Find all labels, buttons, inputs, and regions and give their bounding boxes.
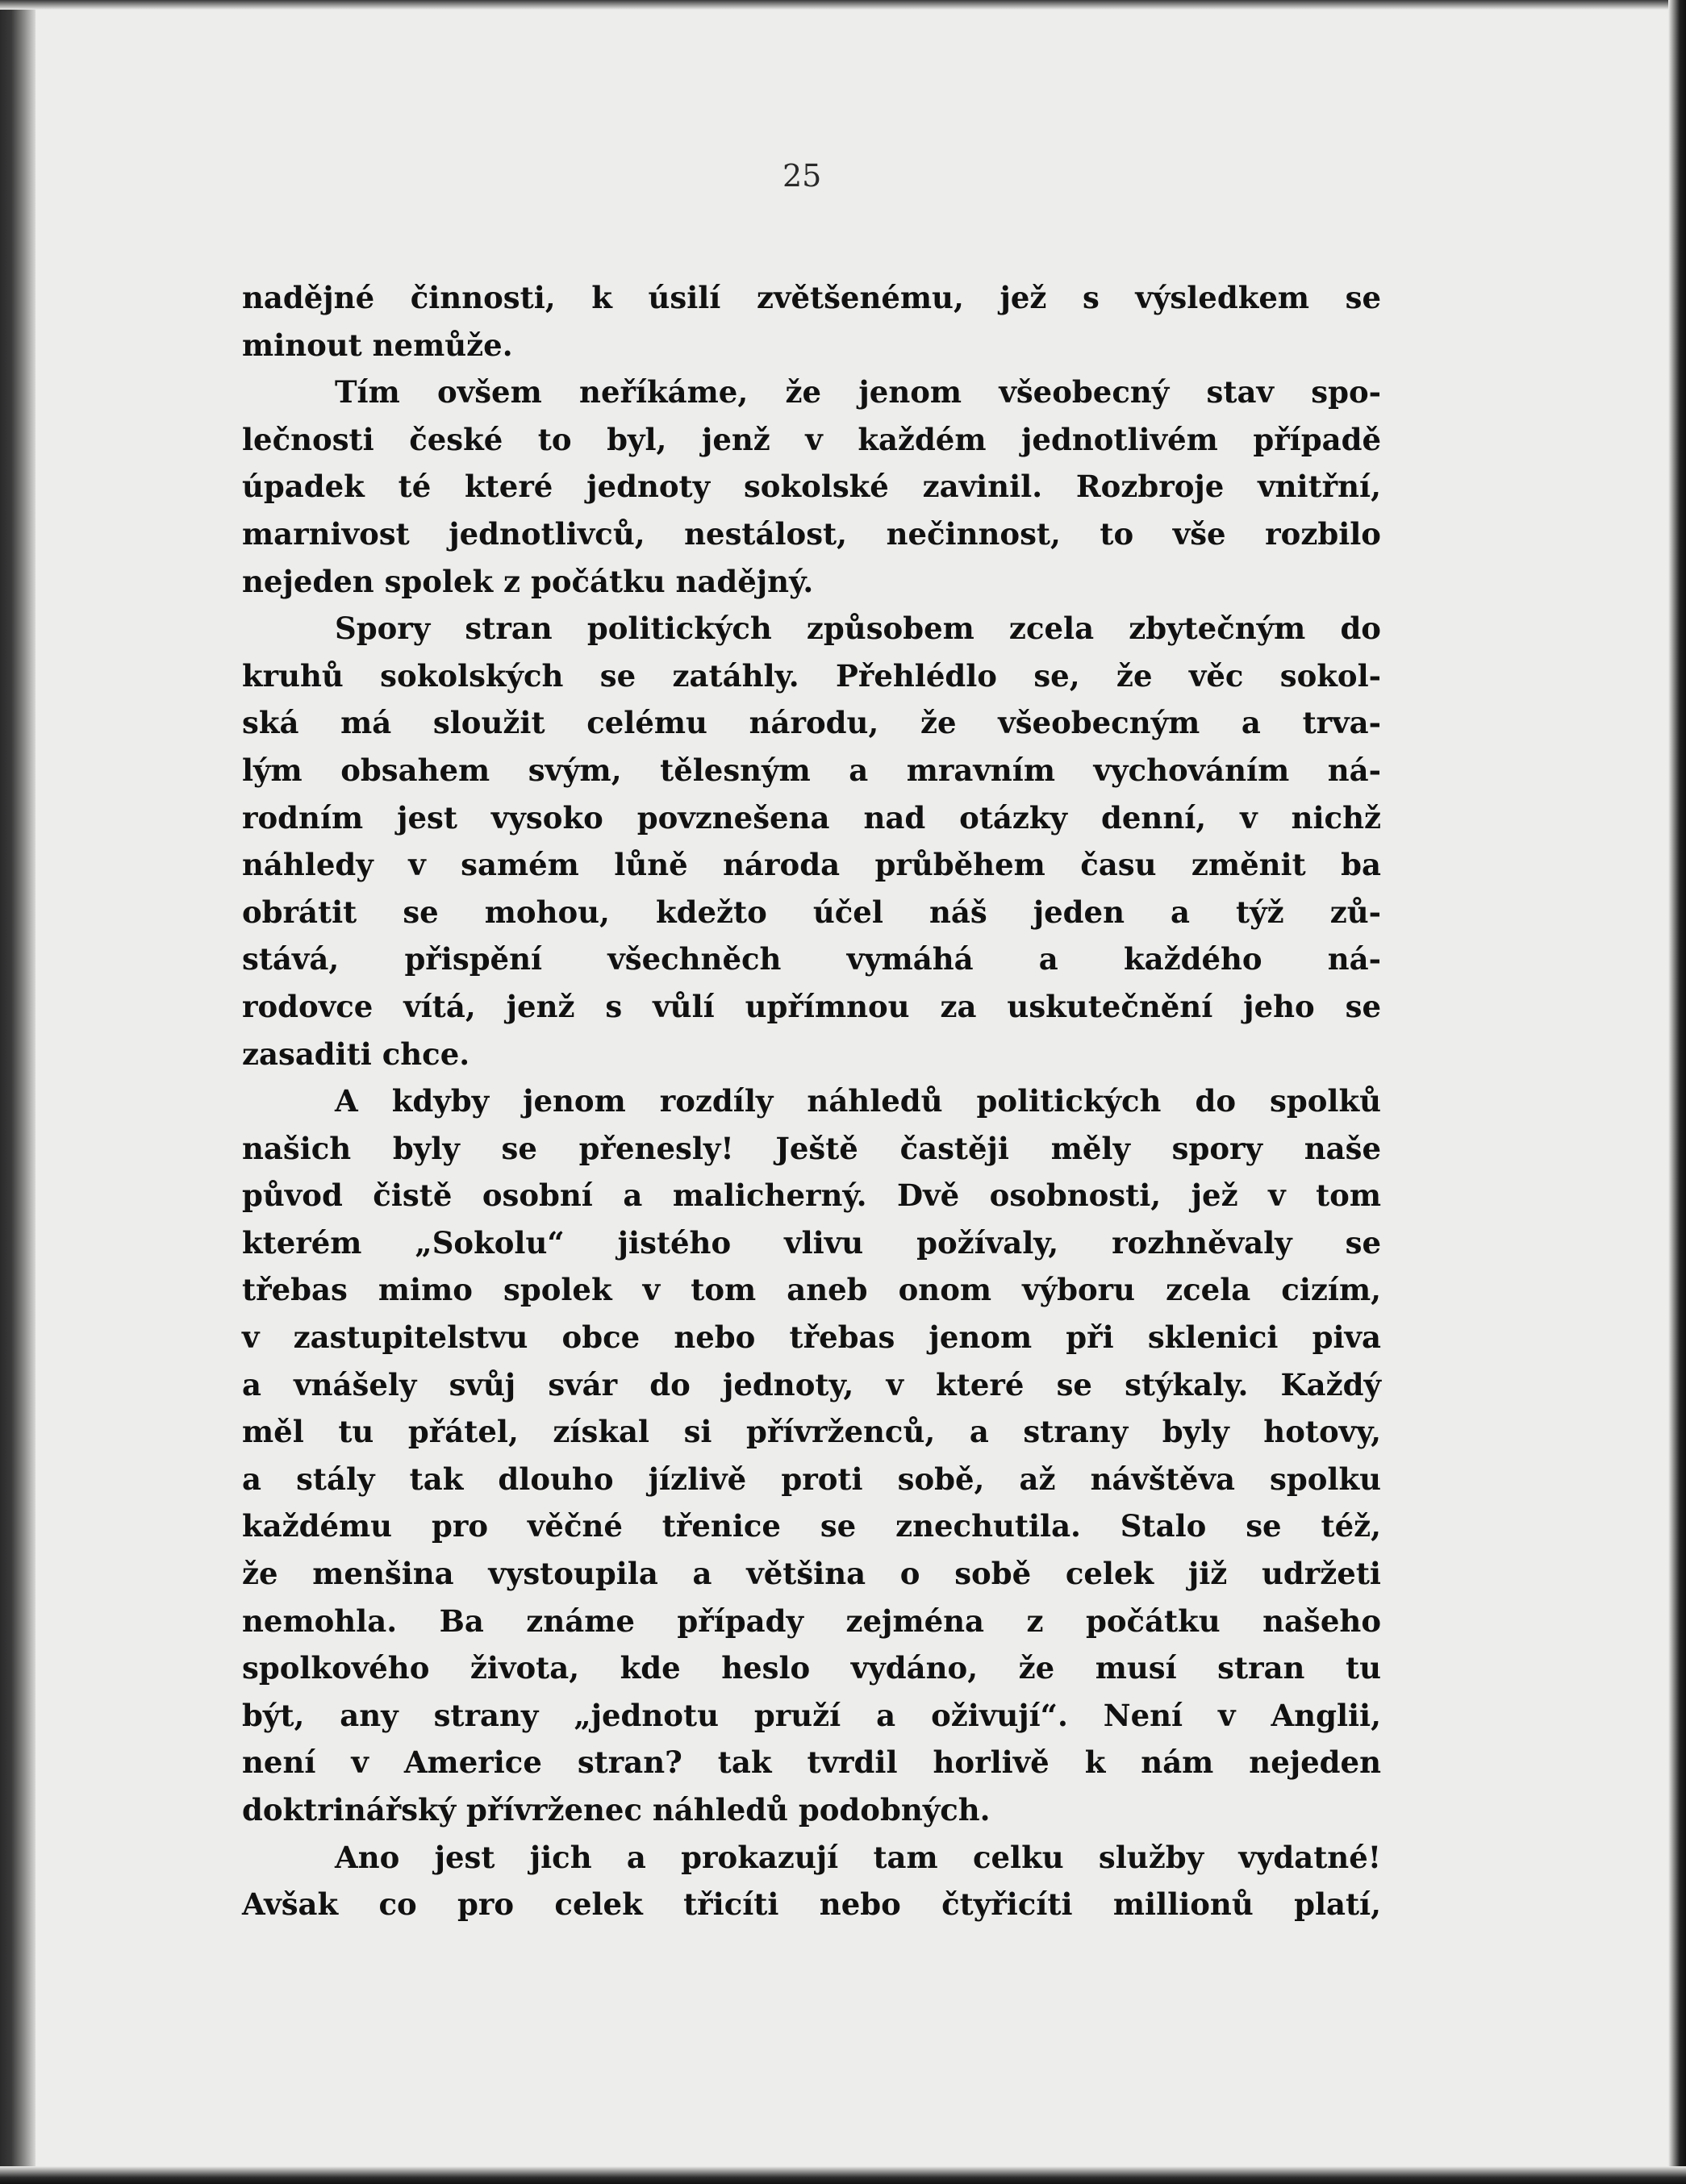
text-line: Spory stran politických způsobem zcela zbytečným do — [335, 611, 1381, 647]
binding-edge — [0, 0, 35, 2184]
text-line: našich byly se přenesly! Ještě častěji měly spory naše — [242, 1130, 1381, 1166]
text-line: minout nemůže. — [242, 327, 513, 363]
page-number: 25 — [782, 158, 822, 194]
text-line: náhledy v samém lůně národa průběhem času změnit ba — [242, 847, 1381, 883]
text-line: nejeden spolek z počátku nadějný. — [242, 563, 814, 599]
text-line: ská má sloužit celému národu, že všeobecným a trva- — [242, 705, 1381, 741]
text-line: a vnášely svůj svár do jednoty, v které se stýkaly. Každý — [242, 1366, 1381, 1403]
text-line: a stály tak dlouho jízlivě proti sobě, až návštěva spolku — [242, 1461, 1381, 1497]
text-line: Tím ovšem neříkáme, že jenom všeobecný stav spo- — [335, 374, 1381, 411]
text-line: stává, přispění všechněch vymáhá a každého ná- — [242, 941, 1381, 977]
text-line: v zastupitelstvu obce nebo třebas jenom při sklenici piva — [242, 1319, 1381, 1356]
text-line: obrátit se mohou, kdežto účel náš jeden a týž zů- — [242, 894, 1381, 930]
text-line: A kdyby jenom rozdíly náhledů politických do spolků — [335, 1083, 1381, 1119]
text-line: být, any strany „jednotu pruží a oživují“. Není v Anglii, — [242, 1697, 1381, 1733]
text-line: původ čistě osobní a malicherný. Dvě osobnosti, jež v tom — [242, 1177, 1381, 1214]
text-line: nemohla. Ba známe případy zejména z počátku našeho — [242, 1603, 1381, 1639]
text-line: doktrinářský přívrženec náhledů podobných. — [242, 1792, 991, 1828]
text-line: kterém „Sokolu“ jistého vlivu požívaly, rozhněvaly se — [242, 1224, 1381, 1261]
text-line: každému pro věčné třenice se znechutila. Stalo se též, — [242, 1508, 1381, 1544]
text-line: Ano jest jich a prokazují tam celku služby vydatné! — [335, 1839, 1381, 1875]
text-line: Avšak co pro celek třicíti nebo čtyřicíti millionů platí, — [242, 1886, 1381, 1923]
text-line: lým obsahem svým, tělesným a mravním vychováním ná- — [242, 752, 1381, 788]
text-line: třebas mimo spolek v tom aneb onom výboru zcela cizím, — [242, 1272, 1381, 1308]
text-line: kruhů sokolských se zatáhly. Přehlédlo se, že věc sokol- — [242, 657, 1381, 694]
text-line: rodovce vítá, jenž s vůlí upřímnou za uskutečnění jeho se — [242, 988, 1381, 1024]
text-line: zasaditi chce. — [242, 1036, 470, 1072]
text-line: úpadek té které jednoty sokolské zavinil. Rozbroje vnitřní, — [242, 469, 1381, 505]
text-line: lečnosti české to byl, jenž v každém jednotlivém případě — [242, 421, 1381, 457]
text-line: že menšina vystoupila a většina o sobě celek již udržeti — [242, 1556, 1381, 1592]
top-edge-shadow — [0, 0, 1686, 10]
text-line: spolkového života, kde heslo vydáno, že musí stran tu — [242, 1650, 1381, 1686]
text-line: měl tu přátel, získal si přívrženců, a strany byly hotovy, — [242, 1414, 1381, 1450]
body-text — [242, 274, 1381, 1928]
text-line: nadějné činnosti, k úsilí zvětšenému, jež s výsledkem se — [242, 280, 1381, 315]
bottom-edge-shadow — [0, 2166, 1686, 2184]
text-line: není v Americe stran? tak tvrdil horlivě k nám nejeden — [242, 1744, 1381, 1781]
text-line: marnivost jednotlivců, nestálost, nečinnost, to vše rozbilo — [242, 515, 1381, 552]
text-line: rodním jest vysoko povznešena nad otázky denní, v nichž — [242, 799, 1381, 836]
right-edge-shadow — [1668, 0, 1686, 2184]
